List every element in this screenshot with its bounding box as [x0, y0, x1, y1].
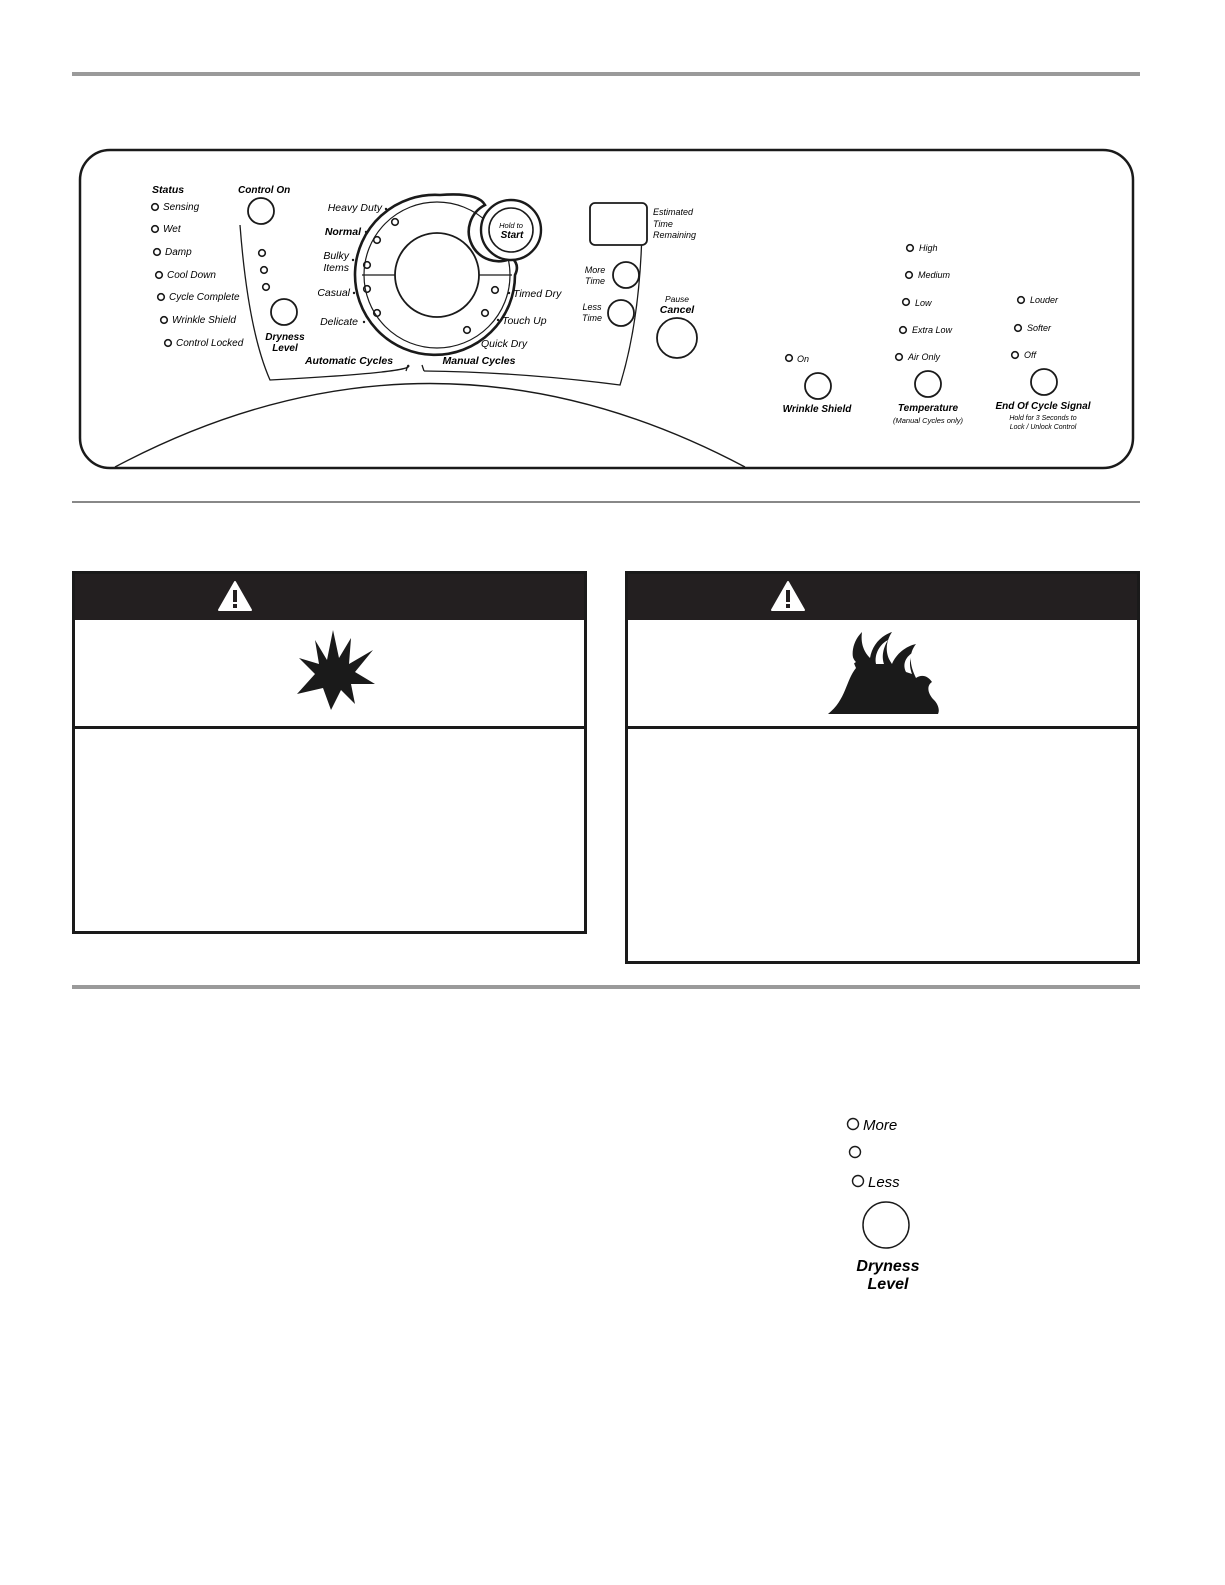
- cancel-label: Cancel: [659, 304, 695, 316]
- detail-less-label: Less: [868, 1174, 900, 1191]
- temperature-button[interactable]: [915, 371, 941, 397]
- signal-off: Off: [1024, 350, 1037, 360]
- status-wet: Wet: [163, 224, 181, 235]
- warning-icon-row: [628, 620, 1137, 729]
- temp-medium: Medium: [918, 270, 951, 280]
- warning-triangle-icon: [770, 580, 806, 612]
- dryness-level-line2: Level: [272, 343, 298, 354]
- more-time-button[interactable]: [613, 262, 639, 288]
- cycle-knob[interactable]: [395, 233, 479, 317]
- estimated-line3: Remaining: [653, 230, 697, 240]
- status-sensing: Sensing: [163, 202, 200, 213]
- cycle-timed-dry: Timed Dry: [513, 288, 562, 300]
- start-line2: Start: [500, 230, 524, 241]
- signal-louder: Louder: [1030, 295, 1059, 305]
- bottom-divider: [72, 985, 1140, 989]
- less-time-line1: Less: [582, 302, 602, 312]
- control-on-label: Control On: [238, 185, 291, 196]
- status-control-locked: Control Locked: [176, 338, 244, 349]
- wrinkle-shield-button[interactable]: [805, 373, 831, 399]
- signal-note-line2: Lock / Unlock Control: [1009, 424, 1077, 431]
- cycle-normal: Normal: [324, 226, 361, 238]
- status-title: Status: [152, 184, 185, 196]
- explosion-icon: [293, 628, 377, 712]
- time-display: [590, 203, 647, 245]
- temp-low: Low: [915, 298, 932, 308]
- temp-air-only: Air Only: [908, 352, 941, 362]
- fire-icon: [826, 628, 942, 716]
- detail-dryness-button[interactable]: [863, 1202, 909, 1248]
- temperature-label: Temperature: [897, 403, 959, 414]
- cycle-bulky-line2: Items: [323, 262, 349, 274]
- less-time-button[interactable]: [608, 300, 634, 326]
- pause-cancel-button[interactable]: [657, 318, 697, 358]
- detail-led-more: [848, 1119, 859, 1130]
- detail-dryness-line2: Level: [867, 1276, 909, 1293]
- warning-header: [75, 574, 584, 620]
- temp-high: High: [919, 243, 938, 253]
- cycle-bulky-line1: Bulky: [323, 250, 349, 262]
- warning-icon-row: [75, 620, 584, 729]
- status-wrinkle-shield: Wrinkle Shield: [172, 315, 236, 326]
- cycle-touch-up: Touch Up: [502, 315, 547, 327]
- less-time-line2: Time: [582, 313, 602, 323]
- wrinkle-shield-on: On: [797, 354, 810, 364]
- cycle-heavy-duty: Heavy Duty: [327, 202, 382, 214]
- dryness-level-detail: [830, 1105, 950, 1305]
- cycle-quick-dry: Quick Dry: [481, 338, 528, 350]
- wrinkle-shield-label: Wrinkle Shield: [782, 404, 852, 415]
- signal-note-line1: Hold for 3 Seconds to: [1009, 415, 1077, 422]
- detail-more-label: More: [863, 1117, 898, 1134]
- cycle-delicate: Delicate: [320, 316, 358, 328]
- temperature-note: (Manual Cycles only): [892, 416, 964, 425]
- temp-extra-low: Extra Low: [912, 325, 953, 335]
- warning-triangle-icon: [217, 580, 253, 612]
- end-of-cycle-signal-button[interactable]: [1031, 369, 1057, 395]
- middle-divider: [72, 501, 1140, 503]
- manual-cycles-heading: Manual Cycles: [442, 355, 516, 367]
- control-on-button[interactable]: [248, 198, 274, 224]
- warning-header: [628, 574, 1137, 620]
- signal-softer: Softer: [1027, 323, 1052, 333]
- cycle-casual: Casual: [317, 287, 350, 299]
- warning-box-explosion: [72, 571, 587, 934]
- detail-led-less: [853, 1176, 864, 1187]
- estimated-line1: Estimated: [653, 207, 694, 217]
- more-time-line1: More: [584, 265, 606, 275]
- more-time-line2: Time: [585, 276, 605, 286]
- pause-label: Pause: [664, 294, 690, 304]
- start-line1: Hold to: [499, 221, 523, 230]
- status-cool-down: Cool Down: [167, 270, 216, 281]
- dryness-level-line1: Dryness: [265, 332, 305, 343]
- warning-box-fire: [625, 571, 1140, 964]
- dryness-level-button[interactable]: [271, 299, 297, 325]
- automatic-cycles-heading: Automatic Cycles: [304, 355, 394, 367]
- status-damp: Damp: [165, 247, 192, 258]
- panel-outline: [80, 150, 1133, 468]
- detail-led-mid: [850, 1147, 861, 1158]
- estimated-line2: Time: [653, 219, 673, 229]
- end-of-cycle-signal-label: End Of Cycle Signal: [995, 401, 1091, 412]
- dryer-control-panel: [0, 0, 1225, 500]
- detail-dryness-line1: Dryness: [856, 1258, 920, 1275]
- status-cycle-complete: Cycle Complete: [169, 292, 240, 303]
